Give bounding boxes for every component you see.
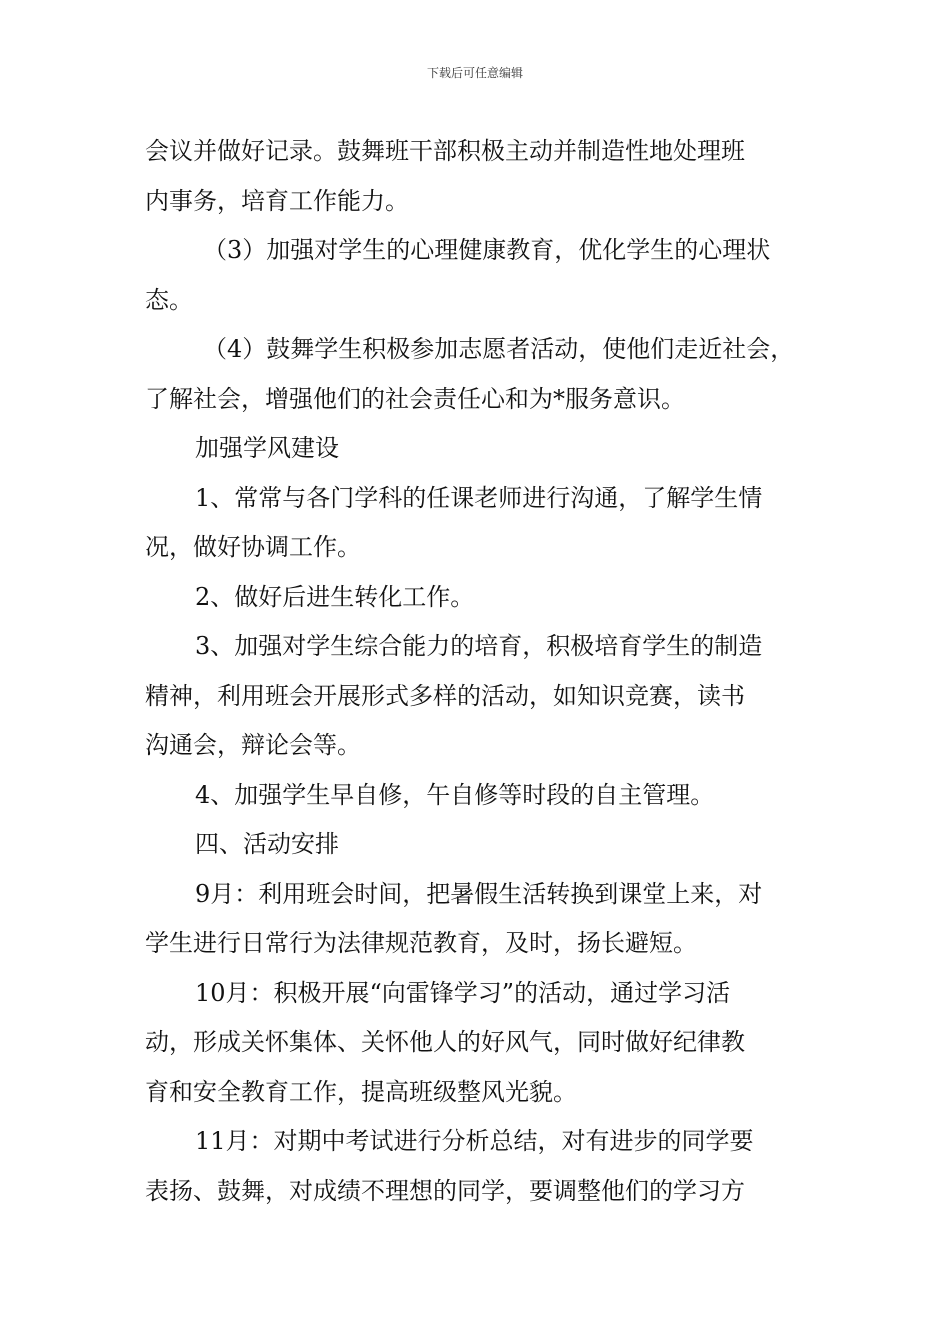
- text-line: 11月：对期中考试进行分析总结，对有进步的同学要: [195, 1127, 754, 1155]
- text-line: 3、加强对学生综合能力的培育，积极培育学生的制造: [195, 632, 763, 660]
- text-line: 10月：积极开展“向雷锋学习”的活动，通过学习活: [195, 978, 731, 1007]
- document-body: [145, 127, 810, 1216]
- text-line: 动，形成关怀集体、关怀他人的好风气，同时做好纪律教: [145, 1028, 745, 1056]
- section-heading: 加强学风建设: [195, 434, 339, 462]
- text-line: 2、做好后进生转化工作。: [195, 582, 475, 611]
- text-line: （4）鼓舞学生积极参加志愿者活动，使他们走近社会，: [203, 335, 795, 363]
- text-line: 会议并做好记录。鼓舞班干部积极主动并制造性地处理班: [145, 137, 745, 165]
- page-header: 下载后可任意编辑: [426, 66, 523, 80]
- text-line: 4、加强学生早自修，午自修等时段的自主管理。: [195, 780, 715, 809]
- text-line: 学生进行日常行为法律规范教育，及时，扬长避短。: [145, 929, 697, 957]
- text-line: 1、常常与各门学科的任课老师进行沟通，了解学生情: [195, 483, 763, 512]
- text-line: 育和安全教育工作，提高班级整风光貌。: [145, 1077, 577, 1106]
- text-line: 9月：利用班会时间，把暑假生活转换到课堂上来，对: [195, 879, 763, 908]
- text-line: （3）加强对学生的心理健康教育，优化学生的心理状: [203, 236, 771, 264]
- text-line: 表扬、鼓舞，对成绩不理想的同学，要调整他们的学习方: [145, 1176, 745, 1205]
- text-line: 了解社会，增强他们的社会责任心和为*服务意识。: [145, 384, 685, 413]
- text-line: 精神，利用班会开展形式多样的活动，如知识竞赛，读书: [145, 681, 745, 710]
- text-line: 沟通会，辩论会等。: [145, 731, 361, 759]
- text-line: 况，做好协调工作。: [145, 533, 361, 561]
- text-line: 态。: [145, 285, 193, 314]
- section-heading: 四、活动安排: [195, 830, 339, 858]
- text-line: 内事务，培育工作能力。: [145, 186, 409, 215]
